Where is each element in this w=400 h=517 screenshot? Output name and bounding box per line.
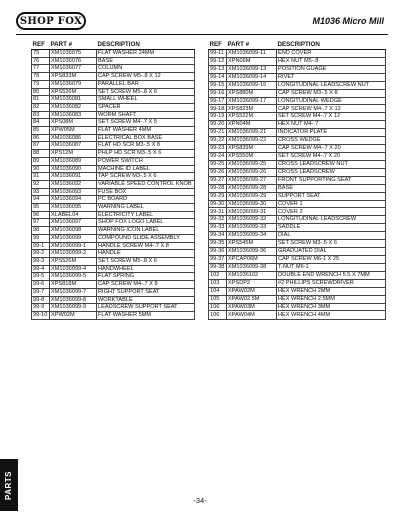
ref-cell: 99-19: [209, 113, 227, 121]
description-cell: BASE: [277, 184, 386, 192]
part-number-cell: XPCAP06M: [227, 255, 277, 263]
ref-cell: 99-1: [32, 242, 50, 250]
ref-cell: 99-24: [209, 152, 227, 160]
ref-cell: 99-2: [32, 250, 50, 258]
part-number-cell: XPS833M: [50, 73, 97, 81]
section-tab-label: PARTS: [4, 470, 14, 500]
description-cell: FRONT SUPPORTING SEAT: [277, 176, 386, 184]
description-cell: SET SCREW M3-.5 X 6: [277, 240, 386, 248]
part-number-cell: XPS08M: [50, 119, 97, 127]
part-number-cell: XM1036099-17: [227, 97, 277, 105]
description-cell: INDICATOR PLATE: [277, 129, 386, 137]
table-row: [32, 142, 195, 150]
table-row: [209, 129, 386, 137]
part-number-cell: XPS545M: [227, 240, 277, 248]
part-number-cell: XM1036076: [50, 57, 97, 65]
table-row: [209, 224, 386, 232]
part-number-cell: XM1036099-5: [50, 273, 97, 281]
ref-cell: 99-17: [209, 97, 227, 105]
part-number-cell: XPS12M: [50, 150, 97, 158]
description-cell: DIAL: [277, 232, 386, 240]
part-number-cell: XPSDP2: [227, 279, 277, 287]
description-cell: HEX WRENCH 2.5MM: [277, 295, 386, 303]
table-row: [32, 304, 195, 312]
description-cell: SET SCREW M5-.8 X 6: [97, 88, 195, 96]
ref-cell: 75: [32, 50, 50, 58]
ref-cell: 78: [32, 73, 50, 81]
ref-cell: 88: [32, 150, 50, 158]
table-row: [209, 137, 386, 145]
part-number-cell: XPAW04M: [227, 311, 277, 319]
description-cell: HEX NUT M4-.7: [277, 121, 386, 129]
part-number-cell: XM1036099-15: [227, 81, 277, 89]
description-cell: FLAT SPRING: [97, 273, 195, 281]
header-rule: [16, 34, 388, 35]
table-row: [209, 105, 386, 113]
table-row: [32, 57, 195, 65]
ref-cell: 99-36: [209, 248, 227, 256]
ref-cell: 99-3: [32, 257, 50, 265]
parts-table-right: [208, 40, 386, 320]
table-row: [209, 73, 386, 81]
table-row: [209, 168, 386, 176]
table-header-row: [32, 40, 195, 50]
part-number-cell: XM1036099-9: [50, 304, 97, 312]
part-number-cell: XM1036099-4: [50, 265, 97, 273]
part-number-cell: XM1036099-36: [227, 248, 277, 256]
description-cell: VARIABLE SPEED CONTROL KNOB: [97, 180, 195, 188]
description-cell: WARNING LABEL: [97, 204, 195, 212]
table-row: [32, 165, 195, 173]
ref-cell: 99-27: [209, 176, 227, 184]
ref-cell: 103: [209, 279, 227, 287]
part-number-cell: XM1036099-38: [227, 263, 277, 271]
table-row: [32, 265, 195, 273]
logo-text: SHOP FOX: [19, 15, 83, 27]
description-cell: WORM SHAFT: [97, 111, 195, 119]
model-title: M1036 Micro Mill: [312, 16, 384, 26]
table-row: [32, 88, 195, 96]
ref-cell: 99-11: [209, 50, 227, 58]
table-row: [209, 97, 386, 105]
ref-column-header: REF: [32, 40, 50, 50]
ref-cell: 98: [32, 227, 50, 235]
description-cell: WARNING ICON LABEL: [97, 227, 195, 235]
description-cell: RIGHT SUPPORT SEAT: [97, 288, 195, 296]
table-row: [32, 296, 195, 304]
ref-cell: 99-10: [32, 311, 50, 319]
part-number-cell: XM1036099-31: [227, 208, 277, 216]
ref-cell: 99-38: [209, 263, 227, 271]
part-number-cell: XM1036099-13: [227, 65, 277, 73]
part-number-cell: XPW02M: [50, 311, 97, 319]
table-row: [32, 219, 195, 227]
part-number-cell: XPS839M: [227, 145, 277, 153]
description-cell: PC BOARD: [97, 196, 195, 204]
description-cell: CROSS LEADSCREW: [277, 168, 386, 176]
part-number-cell: XM1036099-7: [50, 288, 97, 296]
table-row: [209, 57, 386, 65]
ref-cell: 90: [32, 165, 50, 173]
ref-cell: 99-7: [32, 288, 50, 296]
description-cell: WORKTABLE: [97, 296, 195, 304]
part-number-cell: XM1036082: [50, 103, 97, 111]
part-number-cell: XPS522M: [227, 113, 277, 121]
description-cell: SET SCREW M4-.7 X 12: [277, 113, 386, 121]
table-row: [209, 50, 386, 58]
table-row: [209, 263, 386, 271]
table-row: [209, 81, 386, 89]
description-cell: SUPPORT SEAT: [277, 192, 386, 200]
ref-cell: 93: [32, 188, 50, 196]
table-row: [209, 121, 386, 129]
part-number-cell: XM1036099-1: [50, 242, 97, 250]
part-number-cell: XM1036087: [50, 142, 97, 150]
description-cell: SHOP FOX LOGO LABEL: [97, 219, 195, 227]
part-number-cell: XM1036077: [50, 65, 97, 73]
description-cell: RIVET: [277, 73, 386, 81]
part-number-cell: XPS526M: [50, 88, 97, 96]
description-cell: HEX WRENCH 2MM: [277, 287, 386, 295]
table-row: [32, 188, 195, 196]
part-number-cell: XM1036099-32: [227, 216, 277, 224]
description-cell: ELECTRICAL BOX BASE: [97, 134, 195, 142]
table-row: [32, 157, 195, 165]
description-cell: CAP SCREW M4-.7 X 20: [277, 145, 386, 153]
description-cell: CAP SCREW M5-.8 X 12: [97, 73, 195, 81]
table-row: [209, 248, 386, 256]
ref-cell: 95: [32, 204, 50, 212]
ref-cell: 99-5: [32, 273, 50, 281]
part-number-cell: XPW05M: [50, 127, 97, 135]
part-number-cell: XM1036094: [50, 196, 97, 204]
part-number-cell: XPS526M: [50, 257, 97, 265]
ref-cell: 99-15: [209, 81, 227, 89]
ref-cell: 99-32: [209, 216, 227, 224]
ref-cell: 99-21: [209, 129, 227, 137]
ref-cell: 99-18: [209, 105, 227, 113]
table-row: [209, 145, 386, 153]
description-cell: LONGITUDINAL WEDGE: [277, 97, 386, 105]
ref-cell: 99-4: [32, 265, 50, 273]
description-cell: BASE: [97, 57, 195, 65]
description-cell: HANDLE: [97, 250, 195, 258]
part-number-cell: XM1036099-2: [50, 250, 97, 258]
description-cell: CAP SCREW M6-1 X 25: [277, 255, 386, 263]
ref-cell: 99-35: [209, 240, 227, 248]
ref-cell: 79: [32, 80, 50, 88]
table-row: [32, 111, 195, 119]
table-row: [32, 80, 195, 88]
part-number-cell: XLABEL04: [50, 211, 97, 219]
ref-cell: 89: [32, 157, 50, 165]
ref-cell: 99-28: [209, 184, 227, 192]
description-cell: COVER 1: [277, 200, 386, 208]
part-number-cell: XM1036099-22: [227, 137, 277, 145]
part-number-cell: XM1036075: [50, 50, 97, 58]
ref-cell: 85: [32, 127, 50, 135]
description-cell: CAP SCREW M4-.7 X 12: [277, 105, 386, 113]
ref-cell: 86: [32, 134, 50, 142]
ref-cell: 99-16: [209, 89, 227, 97]
part-number-cell: XM1036095: [50, 204, 97, 212]
part-number-cell: XPAW03M: [227, 303, 277, 311]
parts-list: [31, 40, 386, 320]
table-row: [209, 208, 386, 216]
description-cell: DOUBLE END WRENCH 5.5 X 7MM: [277, 271, 386, 279]
part-column-header: PART #: [227, 40, 277, 50]
table-row: [209, 216, 386, 224]
ref-cell: 99: [32, 234, 50, 242]
description-cell: FLAT HD SCR M3-.5 X 8: [97, 142, 195, 150]
part-number-cell: XM1036091: [50, 173, 97, 181]
description-cell: CROSS WEDGE: [277, 137, 386, 145]
ref-cell: 87: [32, 142, 50, 150]
description-cell: LONGITUDINAL LEADSCREW NUT: [277, 81, 386, 89]
part-number-cell: XM1036097: [50, 219, 97, 227]
description-cell: T-NUT M6-1: [277, 263, 386, 271]
table-row: [209, 176, 386, 184]
ref-cell: 77: [32, 65, 50, 73]
part-number-cell: XM1036099-33: [227, 224, 277, 232]
ref-cell: 99-14: [209, 73, 227, 81]
table-row: [209, 303, 386, 311]
table-row: [209, 200, 386, 208]
part-number-cell: XM1036081: [50, 96, 97, 104]
description-cell: CROSS LEADSCREW NUT: [277, 160, 386, 168]
description-cell: HEX WRENCH 3MM: [277, 303, 386, 311]
ref-cell: 92: [32, 180, 50, 188]
table-row: [209, 184, 386, 192]
part-number-cell: XM1036099-29: [227, 192, 277, 200]
table-row: [32, 180, 195, 188]
ref-cell: 104: [209, 287, 227, 295]
ref-cell: 82: [32, 103, 50, 111]
description-cell: ELECTRICITY LABEL: [97, 211, 195, 219]
table-row: [32, 211, 195, 219]
table-row: [32, 119, 195, 127]
description-cell: COLUMN: [97, 65, 195, 73]
table-row: [32, 150, 195, 158]
table-row: [32, 173, 195, 181]
part-number-cell: XM1036092: [50, 180, 97, 188]
ref-cell: 99-13: [209, 65, 227, 73]
ref-cell: 80: [32, 88, 50, 96]
ref-cell: 96: [32, 211, 50, 219]
table-row: [32, 127, 195, 135]
part-number-cell: XM1036079: [50, 80, 97, 88]
ref-cell: 99-9: [32, 304, 50, 312]
description-cell: END COVER: [277, 50, 386, 58]
description-cell: COVER 2: [277, 208, 386, 216]
part-number-cell: XPAW02.5M: [227, 295, 277, 303]
description-cell: CAP SCREW M4-.7 X 8: [97, 281, 195, 289]
ref-cell: 99-23: [209, 145, 227, 153]
description-column-header: DESCRIPTION: [277, 40, 386, 50]
description-cell: FLAT WASHER 4MM: [97, 127, 195, 135]
ref-cell: 99-12: [209, 57, 227, 65]
ref-cell: 91: [32, 173, 50, 181]
page-header: [16, 12, 388, 32]
part-number-cell: XPS880M: [227, 89, 277, 97]
part-number-cell: XM1036099-34: [227, 232, 277, 240]
part-number-cell: XPN04M: [227, 121, 277, 129]
description-cell: FUSE BOX: [97, 188, 195, 196]
description-cell: SET SCREW M4-.7 X 20: [277, 152, 386, 160]
table-row: [32, 234, 195, 242]
table-row: [32, 96, 195, 104]
part-column-header: PART #: [50, 40, 97, 50]
part-number-cell: XM1036098: [50, 227, 97, 235]
ref-cell: 106: [209, 303, 227, 311]
part-number-cell: XM1036086: [50, 134, 97, 142]
description-cell: HANDWHEEL: [97, 265, 195, 273]
table-row: [209, 279, 386, 287]
ref-cell: 99-20: [209, 121, 227, 129]
description-cell: COMPOUND SLIDE ASSEMBLY: [97, 234, 195, 242]
table-row: [32, 65, 195, 73]
ref-cell: 99-37: [209, 255, 227, 263]
part-number-cell: XM1036093: [50, 188, 97, 196]
table-row: [209, 240, 386, 248]
ref-cell: 99-6: [32, 281, 50, 289]
ref-cell: 81: [32, 96, 50, 104]
table-row: [32, 73, 195, 81]
description-cell: POWER SWITCH: [97, 157, 195, 165]
ref-cell: 99-29: [209, 192, 227, 200]
part-number-cell: XPAW02M: [227, 287, 277, 295]
ref-cell: 83: [32, 111, 50, 119]
page-number: -34-: [193, 496, 207, 505]
description-cell: SADDLE: [277, 224, 386, 232]
part-number-cell: XM1036099-26: [227, 168, 277, 176]
description-column-header: DESCRIPTION: [97, 40, 195, 50]
description-cell: FLAT WASHER 5MM: [97, 311, 195, 319]
description-cell: TAP SCREW M3-.5 X 6: [97, 173, 195, 181]
table-row: [209, 152, 386, 160]
description-cell: SMALL WHEEL: [97, 96, 195, 104]
ref-cell: 99-31: [209, 208, 227, 216]
description-cell: CAP SCREW M3-.5 X 8: [277, 89, 386, 97]
description-cell: POSITION GUAGE: [277, 65, 386, 73]
description-cell: PHLP HD SCR M3-.5 X 6: [97, 150, 195, 158]
part-number-cell: XM1036090: [50, 165, 97, 173]
part-number-cell: XM1036089: [50, 157, 97, 165]
table-row: [32, 50, 195, 58]
ref-cell: 99-30: [209, 200, 227, 208]
part-number-cell: XM1036099-27: [227, 176, 277, 184]
part-number-cell: XM1036099: [50, 234, 97, 242]
ref-cell: 106: [209, 311, 227, 319]
table-row: [209, 287, 386, 295]
part-number-cell: XM1036099-25: [227, 160, 277, 168]
description-cell: PARALLEL BAR: [97, 80, 195, 88]
part-number-cell: XPN06M: [227, 57, 277, 65]
table-row: [209, 232, 386, 240]
table-row: [32, 257, 195, 265]
ref-cell: 99-34: [209, 232, 227, 240]
description-cell: #2 PHILLIPS SCREWDRIVER: [277, 279, 386, 287]
part-number-cell: XPS818M: [50, 281, 97, 289]
ref-column-header: REF: [209, 40, 227, 50]
ref-cell: 105: [209, 295, 227, 303]
part-number-cell: XM1036102: [227, 271, 277, 279]
table-row: [32, 204, 195, 212]
table-row: [209, 271, 386, 279]
description-cell: HEX NUT M5-.8: [277, 57, 386, 65]
table-row: [209, 89, 386, 97]
table-row: [32, 242, 195, 250]
table-row: [209, 160, 386, 168]
ref-cell: 97: [32, 219, 50, 227]
part-number-cell: XM1036099-30: [227, 200, 277, 208]
ref-cell: 99-22: [209, 137, 227, 145]
table-row: [32, 196, 195, 204]
part-number-cell: XM1036083: [50, 111, 97, 119]
table-row: [32, 103, 195, 111]
part-number-cell: XM1036099-28: [227, 184, 277, 192]
table-row: [209, 65, 386, 73]
table-row: [209, 113, 386, 121]
ref-cell: 99-25: [209, 160, 227, 168]
part-number-cell: XM1036099-21: [227, 129, 277, 137]
table-row: [32, 227, 195, 235]
table-row: [32, 311, 195, 319]
description-cell: SET SCREW M5-.8 X 6: [97, 257, 195, 265]
table-row: [209, 192, 386, 200]
ref-cell: 84: [32, 119, 50, 127]
part-number-cell: XM1036099-11: [227, 50, 277, 58]
part-number-cell: XM1036099-8: [50, 296, 97, 304]
parts-table-left: [31, 40, 195, 320]
ref-cell: 76: [32, 57, 50, 65]
part-number-cell: XPS550M: [227, 152, 277, 160]
description-cell: LONGITUDINAL LEADSCREW: [277, 216, 386, 224]
table-row: [32, 288, 195, 296]
ref-cell: 99-26: [209, 168, 227, 176]
table-row: [32, 273, 195, 281]
table-row: [209, 311, 386, 319]
table-row: [209, 295, 386, 303]
description-cell: SPACER: [97, 103, 195, 111]
description-cell: MACHINE ID LABEL: [97, 165, 195, 173]
ref-cell: 94: [32, 196, 50, 204]
description-cell: GRADUATED DIAL: [277, 248, 386, 256]
table-row: [32, 134, 195, 142]
description-cell: SET SCREW M4-.7 X 5: [97, 119, 195, 127]
table-header-row: [209, 40, 386, 50]
ref-cell: 99-33: [209, 224, 227, 232]
ref-cell: 102: [209, 271, 227, 279]
part-number-cell: XM1036099-14: [227, 73, 277, 81]
table-row: [32, 281, 195, 289]
description-cell: LEADSCREW SUPPORT SEAT: [97, 304, 195, 312]
shop-fox-logo: [16, 12, 86, 30]
description-cell: FLAT WASHER 24MM: [97, 50, 195, 58]
description-cell: HEX WRENCH 4MM: [277, 311, 386, 319]
table-row: [209, 255, 386, 263]
table-row: [32, 250, 195, 258]
ref-cell: 99-8: [32, 296, 50, 304]
part-number-cell: XPS823M: [227, 105, 277, 113]
description-cell: HANDLE SCREW M4-.7 X 8: [97, 242, 195, 250]
